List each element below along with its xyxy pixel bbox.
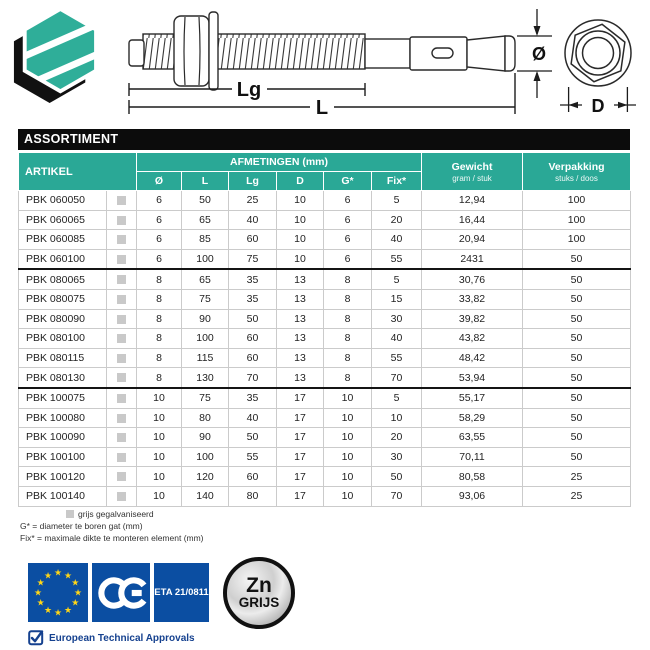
cell-dim-4: 8 xyxy=(324,309,372,329)
table-row xyxy=(19,269,631,289)
d-arrow-right xyxy=(618,102,627,108)
eu-star-icon: ★ xyxy=(53,567,63,578)
cell-dim-1: 115 xyxy=(182,348,229,368)
cell-artikel: PBK 080065 xyxy=(19,269,107,289)
cell-galvanized xyxy=(107,230,137,250)
cell-dim-0: 8 xyxy=(137,309,182,329)
header-dim-diameter: Ø xyxy=(137,172,182,191)
cell-artikel: PBK 060065 xyxy=(19,210,107,230)
cell-galvanized xyxy=(107,289,137,309)
note-galvanized-text: grijs gegalvaniseerd xyxy=(78,509,154,519)
cell-dim-4: 6 xyxy=(324,249,372,269)
cell-dim-4: 8 xyxy=(324,329,372,349)
cell-gewicht: 53,94 xyxy=(422,368,523,388)
cell-artikel: PBK 100090 xyxy=(19,428,107,448)
cell-dim-0: 8 xyxy=(137,348,182,368)
cell-gewicht: 12,94 xyxy=(422,191,523,211)
table-row xyxy=(19,388,631,408)
header-dim-d: D xyxy=(277,172,324,191)
cell-dim-2: 35 xyxy=(229,269,277,289)
eu-star-icon: ★ xyxy=(33,587,43,598)
table-row xyxy=(19,447,631,467)
header-gewicht xyxy=(422,153,523,191)
cell-dim-3: 10 xyxy=(277,230,324,250)
galvanized-square-icon xyxy=(117,295,126,304)
note-fix: Fix* = maximale dikte te monteren element (mm) xyxy=(20,533,204,543)
cell-dim-3: 10 xyxy=(277,210,324,230)
ce-mark-icon xyxy=(94,570,148,616)
galvanized-square-icon xyxy=(117,235,126,244)
cell-dim-1: 100 xyxy=(182,249,229,269)
header-gewicht-sub: gram / stuk xyxy=(452,173,492,183)
cell-gewicht: 39,82 xyxy=(422,309,523,329)
cell-dim-4: 8 xyxy=(324,289,372,309)
cell-verpakking: 25 xyxy=(523,467,631,487)
eta-badge xyxy=(154,563,209,622)
cell-galvanized xyxy=(107,428,137,448)
cell-verpakking: 50 xyxy=(523,388,631,408)
cell-dim-1: 100 xyxy=(182,447,229,467)
cell-dim-5: 55 xyxy=(372,249,422,269)
cell-dim-1: 85 xyxy=(182,230,229,250)
diameter-arrow-up xyxy=(534,71,541,81)
cell-dim-0: 10 xyxy=(137,486,182,506)
cell-dim-5: 40 xyxy=(372,329,422,349)
eta-label: ETA 21/0811 xyxy=(154,587,209,598)
eu-star-icon: ★ xyxy=(73,587,83,598)
cell-verpakking: 25 xyxy=(523,486,631,506)
cell-dim-1: 140 xyxy=(182,486,229,506)
cell-dim-2: 80 xyxy=(229,486,277,506)
galvanized-square-icon xyxy=(117,216,126,225)
cell-dim-0: 8 xyxy=(137,269,182,289)
cell-dim-3: 13 xyxy=(277,329,324,349)
galvanized-square-icon xyxy=(117,394,126,403)
cell-gewicht: 43,82 xyxy=(422,329,523,349)
cell-artikel: PBK 100100 xyxy=(19,447,107,467)
cell-dim-3: 17 xyxy=(277,408,324,428)
cell-dim-1: 65 xyxy=(182,210,229,230)
cell-gewicht: 48,42 xyxy=(422,348,523,368)
table-row xyxy=(19,408,631,428)
cell-dim-2: 60 xyxy=(229,348,277,368)
cell-dim-3: 10 xyxy=(277,249,324,269)
galvanized-square-icon xyxy=(117,334,126,343)
cell-verpakking: 50 xyxy=(523,428,631,448)
brand-hexagon-logo-icon xyxy=(8,7,102,105)
cell-dim-2: 55 xyxy=(229,447,277,467)
cell-artikel: PBK 060100 xyxy=(19,249,107,269)
checkbox-check-icon xyxy=(28,630,44,646)
cell-artikel: PBK 080115 xyxy=(19,348,107,368)
cell-galvanized xyxy=(107,249,137,269)
cell-dim-5: 5 xyxy=(372,191,422,211)
dimension-d-label: D xyxy=(591,96,605,116)
cell-verpakking: 50 xyxy=(523,289,631,309)
cell-dim-2: 60 xyxy=(229,329,277,349)
cell-verpakking: 50 xyxy=(523,269,631,289)
cell-dim-0: 10 xyxy=(137,408,182,428)
cell-dim-2: 40 xyxy=(229,408,277,428)
approvals-line xyxy=(28,630,195,646)
galvanized-square-icon xyxy=(117,354,126,363)
cell-gewicht: 30,76 xyxy=(422,269,523,289)
cell-dim-3: 13 xyxy=(277,368,324,388)
cell-dim-4: 10 xyxy=(324,428,372,448)
galvanized-square-icon xyxy=(117,492,126,501)
eu-star-icon: ★ xyxy=(43,605,53,615)
header-verpakking xyxy=(523,153,631,191)
cell-dim-2: 35 xyxy=(229,289,277,309)
cell-galvanized xyxy=(107,368,137,388)
cell-galvanized xyxy=(107,210,137,230)
cell-verpakking: 50 xyxy=(523,368,631,388)
header-dim-lg: Lg xyxy=(229,172,277,191)
cell-dim-0: 10 xyxy=(137,428,182,448)
cell-dim-1: 65 xyxy=(182,269,229,289)
eu-star-icon: ★ xyxy=(53,607,63,618)
cell-dim-1: 100 xyxy=(182,329,229,349)
eu-star-icon: ★ xyxy=(63,570,73,581)
cell-dim-3: 10 xyxy=(277,191,324,211)
d-arrow-left xyxy=(569,102,578,108)
bolt-shank xyxy=(365,39,410,68)
zn-label: Zn xyxy=(246,574,272,597)
eu-flag xyxy=(28,563,88,622)
cell-dim-5: 55 xyxy=(372,348,422,368)
note-g: G* = diameter te boren gat (mm) xyxy=(20,521,143,531)
table-body xyxy=(19,191,631,507)
cell-dim-0: 8 xyxy=(137,329,182,349)
cell-verpakking: 50 xyxy=(523,348,631,368)
bolt-cone xyxy=(467,36,505,71)
eu-star-icon: ★ xyxy=(71,597,80,608)
nut-top-view xyxy=(565,20,631,86)
cell-artikel: PBK 080130 xyxy=(19,368,107,388)
cell-dim-5: 70 xyxy=(372,368,422,388)
cell-gewicht: 2431 xyxy=(422,249,523,269)
cell-dim-5: 70 xyxy=(372,486,422,506)
cell-dim-5: 30 xyxy=(372,309,422,329)
ce-mark xyxy=(92,563,150,622)
bolt-cap xyxy=(505,36,515,71)
eu-star-icon: ★ xyxy=(71,577,80,588)
bolt-nut xyxy=(174,16,209,86)
header-verpakking-sub: stuks / doos xyxy=(555,173,598,183)
cell-dim-0: 10 xyxy=(137,388,182,408)
galvanized-square-icon xyxy=(117,433,126,442)
cell-galvanized xyxy=(107,486,137,506)
cell-dim-5: 5 xyxy=(372,269,422,289)
table-row xyxy=(19,309,631,329)
cell-dim-5: 50 xyxy=(372,467,422,487)
note-galvanized xyxy=(66,508,204,520)
bolt-washer xyxy=(209,12,218,90)
anchor-bolt-drawing xyxy=(112,3,637,125)
table-row xyxy=(19,428,631,448)
header-gewicht-label: Gewicht xyxy=(451,160,493,173)
cell-verpakking: 50 xyxy=(523,329,631,349)
table-row xyxy=(19,348,631,368)
cell-dim-1: 50 xyxy=(182,191,229,211)
cell-gewicht: 70,11 xyxy=(422,447,523,467)
galvanized-square-icon xyxy=(117,315,126,324)
cell-dim-0: 6 xyxy=(137,230,182,250)
cell-verpakking: 50 xyxy=(523,309,631,329)
cell-gewicht: 33,82 xyxy=(422,289,523,309)
cell-artikel: PBK 100140 xyxy=(19,486,107,506)
grijs-label: GRIJS xyxy=(238,595,280,610)
cell-galvanized xyxy=(107,408,137,428)
table-row xyxy=(19,210,631,230)
header-dim-l: L xyxy=(182,172,229,191)
cell-dim-5: 30 xyxy=(372,447,422,467)
eu-star-icon: ★ xyxy=(63,605,73,615)
dimension-l-label: L xyxy=(315,97,329,119)
cell-dim-5: 40 xyxy=(372,230,422,250)
cell-dim-4: 6 xyxy=(324,210,372,230)
cell-galvanized xyxy=(107,388,137,408)
cell-dim-5: 5 xyxy=(372,388,422,408)
cell-dim-2: 50 xyxy=(229,428,277,448)
cell-dim-3: 17 xyxy=(277,428,324,448)
table-row xyxy=(19,467,631,487)
cell-gewicht: 93,06 xyxy=(422,486,523,506)
cell-galvanized xyxy=(107,467,137,487)
galvanized-square-icon xyxy=(117,472,126,481)
galvanized-legend-square xyxy=(66,510,74,518)
cell-dim-0: 6 xyxy=(137,210,182,230)
cell-dim-2: 60 xyxy=(229,467,277,487)
technical-drawing xyxy=(0,0,650,128)
assortiment-title-bar: ASSORTIMENT xyxy=(18,129,630,150)
cell-galvanized xyxy=(107,191,137,211)
cell-dim-0: 8 xyxy=(137,289,182,309)
approvals-text: European Technical Approvals xyxy=(49,632,195,644)
table-row xyxy=(19,289,631,309)
cell-dim-2: 75 xyxy=(229,249,277,269)
cell-verpakking: 50 xyxy=(523,447,631,467)
table-row xyxy=(19,191,631,211)
cell-gewicht: 58,29 xyxy=(422,408,523,428)
cell-dim-5: 20 xyxy=(372,428,422,448)
cell-dim-4: 10 xyxy=(324,486,372,506)
cell-dim-2: 40 xyxy=(229,210,277,230)
cell-dim-0: 10 xyxy=(137,447,182,467)
cell-gewicht: 63,55 xyxy=(422,428,523,448)
cell-dim-3: 17 xyxy=(277,447,324,467)
assortment-table-wrap xyxy=(18,152,630,507)
eu-flag-icon xyxy=(28,563,88,622)
cell-dim-4: 6 xyxy=(324,230,372,250)
cell-gewicht: 20,94 xyxy=(422,230,523,250)
eu-star-icon: ★ xyxy=(43,570,53,581)
cell-verpakking: 100 xyxy=(523,230,631,250)
galvanized-square-icon xyxy=(117,275,126,284)
cell-dim-4: 8 xyxy=(324,348,372,368)
cell-dim-5: 10 xyxy=(372,408,422,428)
assortment-table xyxy=(18,152,631,507)
cell-galvanized xyxy=(107,447,137,467)
table-row xyxy=(19,230,631,250)
dimension-diameter-label: Ø xyxy=(531,44,547,64)
cell-artikel: PBK 100120 xyxy=(19,467,107,487)
cell-dim-2: 70 xyxy=(229,368,277,388)
cell-dim-4: 10 xyxy=(324,408,372,428)
galvanized-square-icon xyxy=(117,255,126,264)
cell-dim-3: 13 xyxy=(277,269,324,289)
header-afmetingen: AFMETINGEN (mm) xyxy=(137,153,422,172)
cell-dim-4: 10 xyxy=(324,447,372,467)
cell-dim-2: 60 xyxy=(229,230,277,250)
cell-dim-1: 120 xyxy=(182,467,229,487)
cell-artikel: PBK 080100 xyxy=(19,329,107,349)
cell-galvanized xyxy=(107,329,137,349)
cell-verpakking: 100 xyxy=(523,191,631,211)
cell-dim-3: 13 xyxy=(277,289,324,309)
cell-artikel: PBK 080075 xyxy=(19,289,107,309)
cell-dim-1: 90 xyxy=(182,309,229,329)
cell-dim-4: 8 xyxy=(324,269,372,289)
galvanized-square-icon xyxy=(117,196,126,205)
cell-artikel: PBK 060050 xyxy=(19,191,107,211)
zn-grijs-badge xyxy=(223,557,295,629)
cell-dim-1: 130 xyxy=(182,368,229,388)
cell-dim-4: 10 xyxy=(324,388,372,408)
cell-dim-4: 8 xyxy=(324,368,372,388)
eu-star-icon: ★ xyxy=(36,597,45,608)
bolt-tip-left xyxy=(129,40,144,66)
cell-artikel: PBK 100080 xyxy=(19,408,107,428)
cell-gewicht: 55,17 xyxy=(422,388,523,408)
cell-dim-4: 6 xyxy=(324,191,372,211)
galvanized-square-icon xyxy=(117,414,126,423)
cell-dim-0: 10 xyxy=(137,467,182,487)
cell-galvanized xyxy=(107,348,137,368)
bolt-sleeve-slot xyxy=(432,48,453,58)
cell-dim-4: 10 xyxy=(324,467,372,487)
cell-dim-0: 6 xyxy=(137,191,182,211)
cell-verpakking: 50 xyxy=(523,249,631,269)
diameter-arrow-down xyxy=(534,26,541,36)
cell-dim-2: 25 xyxy=(229,191,277,211)
cell-dim-3: 17 xyxy=(277,486,324,506)
cell-galvanized xyxy=(107,309,137,329)
galvanized-square-icon xyxy=(117,453,126,462)
table-row xyxy=(19,368,631,388)
table-row xyxy=(19,249,631,269)
cell-verpakking: 100 xyxy=(523,210,631,230)
cell-dim-1: 90 xyxy=(182,428,229,448)
cell-dim-0: 6 xyxy=(137,249,182,269)
header-verpakking-label: Verpakking xyxy=(548,160,605,173)
cell-dim-2: 35 xyxy=(229,388,277,408)
cell-artikel: PBK 100075 xyxy=(19,388,107,408)
cell-dim-5: 20 xyxy=(372,210,422,230)
cell-dim-1: 80 xyxy=(182,408,229,428)
table-row xyxy=(19,329,631,349)
cell-verpakking: 50 xyxy=(523,408,631,428)
galvanized-square-icon xyxy=(117,373,126,382)
cell-dim-3: 13 xyxy=(277,309,324,329)
cell-dim-5: 15 xyxy=(372,289,422,309)
cell-gewicht: 16,44 xyxy=(422,210,523,230)
footnotes xyxy=(20,508,204,544)
eu-star-icon: ★ xyxy=(36,577,45,588)
dimension-lg-label: Lg xyxy=(236,79,262,101)
cell-gewicht: 80,58 xyxy=(422,467,523,487)
cell-dim-3: 13 xyxy=(277,348,324,368)
table-row xyxy=(19,486,631,506)
cell-dim-1: 75 xyxy=(182,289,229,309)
cell-artikel: PBK 060085 xyxy=(19,230,107,250)
header-dim-g: G* xyxy=(324,172,372,191)
cell-galvanized xyxy=(107,269,137,289)
header-dim-fix: Fix* xyxy=(372,172,422,191)
cell-dim-3: 17 xyxy=(277,388,324,408)
header-artikel: ARTIKEL xyxy=(19,153,137,191)
cell-artikel: PBK 080090 xyxy=(19,309,107,329)
cell-dim-0: 8 xyxy=(137,368,182,388)
cell-dim-3: 17 xyxy=(277,467,324,487)
cell-dim-1: 75 xyxy=(182,388,229,408)
cell-dim-2: 50 xyxy=(229,309,277,329)
